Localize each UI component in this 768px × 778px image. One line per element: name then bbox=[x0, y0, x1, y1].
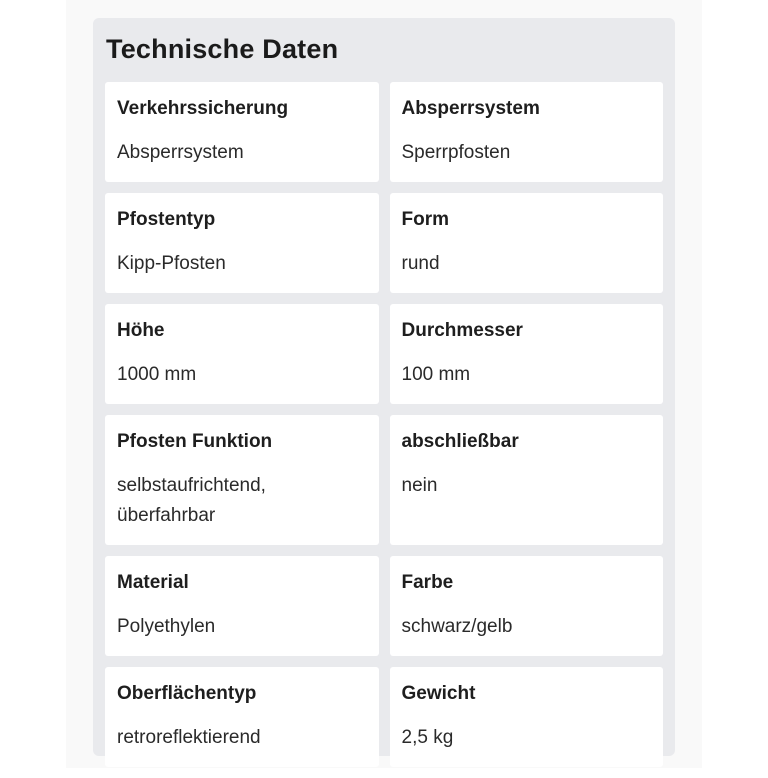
spec-cell-verkehrssicherung bbox=[105, 82, 379, 182]
spec-value: retroreflektierend bbox=[117, 727, 261, 748]
spec-row bbox=[105, 667, 663, 767]
spec-label: Absperrsystem bbox=[401, 98, 540, 119]
spec-value: Absperrsystem bbox=[117, 142, 244, 163]
spec-label: Gewicht bbox=[401, 683, 476, 704]
spec-cell-oberflaechentyp bbox=[105, 667, 379, 767]
spec-label: Farbe bbox=[401, 572, 454, 593]
spec-value: Polyethylen bbox=[117, 616, 216, 637]
spec-cell-material bbox=[105, 556, 379, 656]
spec-row bbox=[105, 415, 663, 545]
spec-label: Durchmesser bbox=[401, 320, 523, 341]
spec-grid bbox=[105, 82, 663, 778]
spec-row bbox=[105, 556, 663, 656]
panel-title: Technische Daten bbox=[106, 34, 339, 64]
spec-value: selbstaufrichtend, überfahrbar bbox=[117, 475, 266, 526]
spec-label: Höhe bbox=[117, 320, 165, 341]
spec-cell-pfostentyp bbox=[105, 193, 379, 293]
spec-label: Pfostentyp bbox=[117, 209, 216, 230]
spec-value: 1000 mm bbox=[117, 364, 197, 385]
spec-value: 100 mm bbox=[401, 364, 471, 385]
spec-label: Pfosten Funktion bbox=[117, 431, 273, 452]
spec-cell-absperrsystem bbox=[390, 82, 664, 182]
spec-label: Verkehrssicherung bbox=[117, 98, 289, 119]
spec-label: Form bbox=[401, 209, 449, 230]
spec-label: Material bbox=[117, 572, 189, 593]
spec-value: Kipp-Pfosten bbox=[117, 253, 226, 274]
spec-cell-durchmesser bbox=[390, 304, 664, 404]
spec-label: Oberflächentyp bbox=[117, 683, 257, 704]
spec-cell-pfosten-funktion bbox=[105, 415, 379, 545]
spec-value: nein bbox=[401, 475, 438, 496]
spec-row bbox=[105, 193, 663, 293]
spec-cell-abschliessbar bbox=[390, 415, 664, 545]
spec-value: 2,5 kg bbox=[401, 727, 454, 748]
spec-row bbox=[105, 304, 663, 404]
spec-label: abschließbar bbox=[401, 431, 519, 452]
spec-cell-farbe bbox=[390, 556, 664, 656]
spec-value: Sperrpfosten bbox=[401, 142, 511, 163]
spec-cell-hoehe bbox=[105, 304, 379, 404]
spec-value: rund bbox=[401, 253, 440, 274]
spec-row bbox=[105, 82, 663, 182]
spec-value: schwarz/gelb bbox=[401, 616, 513, 637]
technical-data-panel bbox=[93, 18, 675, 756]
spec-cell-gewicht bbox=[390, 667, 664, 767]
spec-cell-form bbox=[390, 193, 664, 293]
